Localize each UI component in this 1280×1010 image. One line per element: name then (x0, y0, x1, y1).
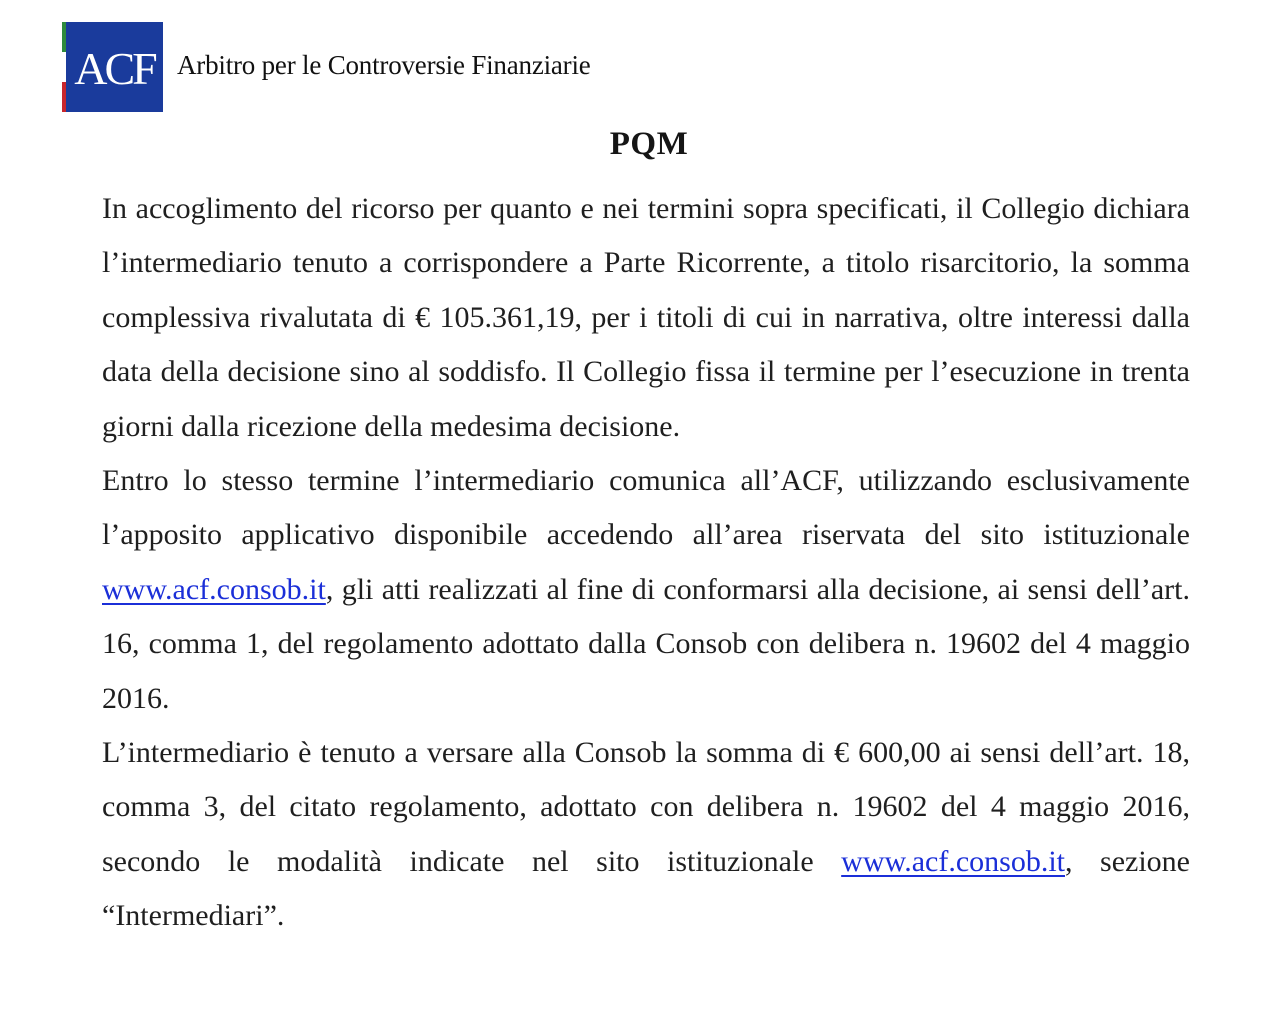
acf-website-link-2[interactable]: www.acf.consob.it (841, 844, 1065, 878)
paragraph-execution-text-start: Entro lo stesso termine l’intermediario comunica all’ACF, utilizzando esclusivamente l’apposito applicativo disponibile accedendo all’area riservata del sito istituzionale (102, 464, 1190, 552)
paragraph-payment (102, 726, 1190, 944)
paragraph-payment-text-start: L’intermediario è tenuto a versare alla Consob la somma di € 600,00 ai sensi dell’art. 18, comma 3, del citato regolamento, adottato con delibera n. 19602 del 4 maggio 2016, secondo le modalità indicate nel sito istituzionale (102, 736, 1190, 878)
paragraph-execution (102, 454, 1190, 726)
paragraph-decision: In accoglimento del ricorso per quanto e nei termini sopra specificati, il Collegio dichiara l’intermediario tenuto a corrispondere a Parte Ricorrente, a titolo risarcitorio, la somma complessiva rivalutata di € 105.361,19, per i titoli di cui in narrativa, oltre interessi dalla data della decisione sino al soddisfo. Il Collegio fissa il termine per l’esecuzione in trenta giorni dalla ricezione della medesima decisione. (102, 192, 1190, 443)
logo-box (66, 22, 163, 112)
paragraph-execution-text-end: , gli atti realizzati al fine di conformarsi alla decisione, ai sensi dell’art. 16, comma 1, del regolamento adottato dalla Consob con delibera n. 19602 del 4 maggio 2016. (102, 572, 1190, 715)
document-body (102, 182, 1190, 944)
document-title: PQM (609, 126, 689, 162)
logo-text: ACF (74, 43, 155, 94)
organization-name: Arbitro per le Controversie Finanziarie (177, 49, 591, 80)
acf-website-link[interactable]: www.acf.consob.it (102, 572, 326, 606)
paragraph-payment-text-end: , sezione “Intermediari”. (102, 844, 1190, 933)
acf-logo (62, 22, 163, 112)
page-header (62, 22, 591, 112)
